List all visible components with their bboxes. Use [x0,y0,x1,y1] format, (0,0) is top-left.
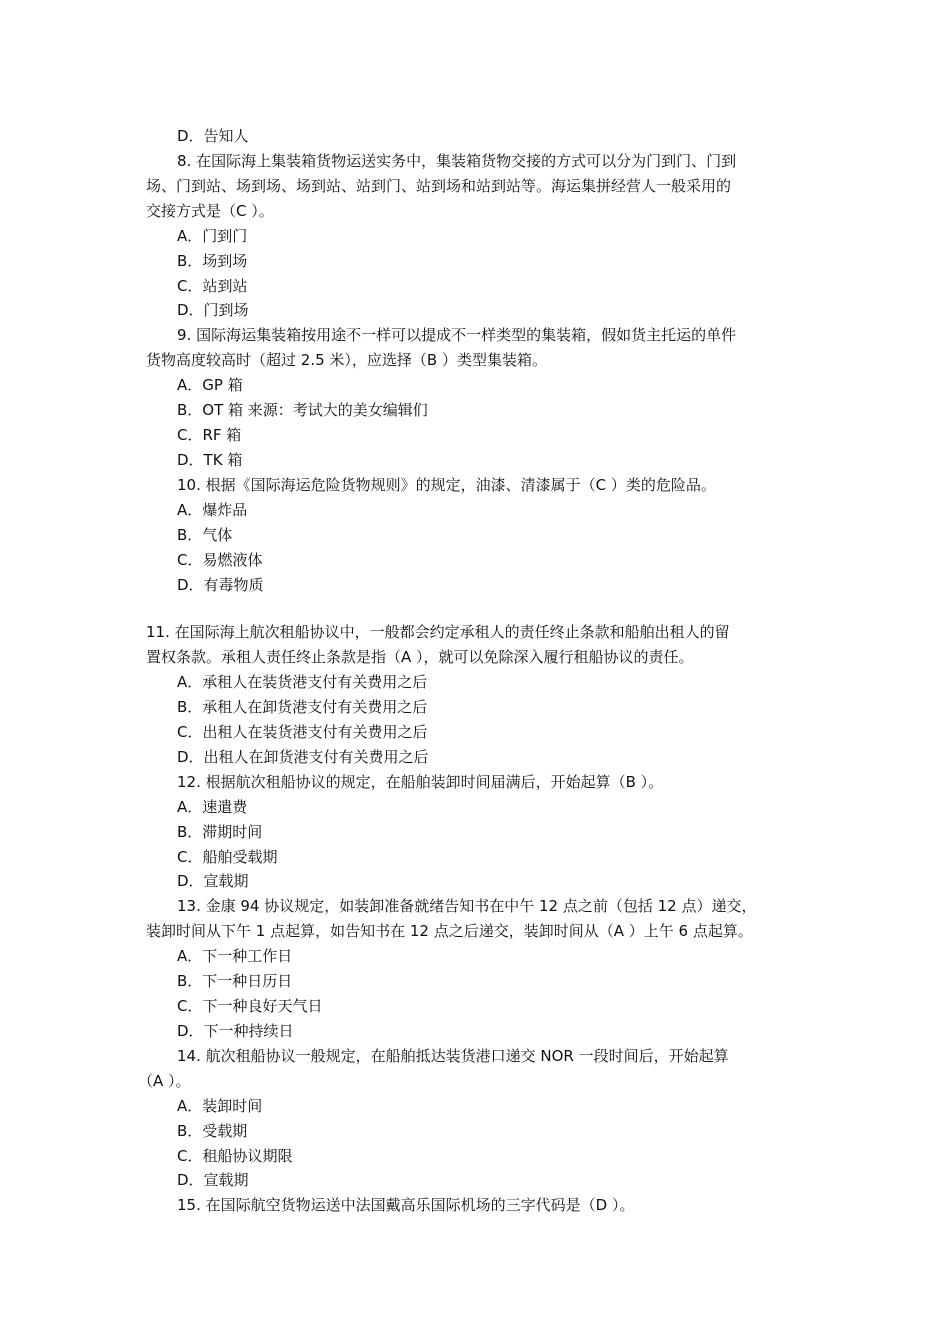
question-8: 8. 在国际海上集装箱货物运送实务中，集装箱货物交接的方式可以分为门到门、门到 [177,152,737,170]
option-c-q9: C．RF 箱 [177,426,242,444]
option-d-q13: D．下一种持续日 [177,1022,294,1040]
option-c-q10: C．易燃液体 [177,551,263,569]
option-d-q8: D．门到场 [177,301,249,319]
option-d-q9: D．TK 箱 [177,451,243,469]
question-13: 13. 金康 94 协议规定，如装卸准备就绪告知书在中午 12 点之前（包括 12 点）递交， [177,897,757,915]
option-d-q7: D．告知人 [177,127,249,145]
question-14: 14. 航次租船协议一般规定，在船舶抵达装货港口递交 NOR 一段时间后，开始起算 [177,1047,729,1065]
option-c-q12: C．船舶受载期 [177,848,278,866]
option-b-q13: B．下一种日历日 [177,972,293,990]
option-c-q13: C．下一种良好天气日 [177,997,323,1015]
option-d-q12: D．宣载期 [177,872,249,890]
option-a-q12: A．速遣费 [177,798,248,816]
question-8-cont-2: 交接方式是（C ）。 [146,202,274,220]
option-a-q10: A．爆炸品 [177,501,248,519]
option-b-q11: B．承租人在卸货港支付有关费用之后 [177,698,428,716]
question-8-cont-1: 场、门到站、场到场、场到站、站到门、站到场和站到站等。海运集拼经营人一般采用的 [146,177,732,195]
question-12: 12. 根据航次租船协议的规定，在船舶装卸时间届满后，开始起算（B ）。 [177,773,664,791]
question-11: 11. 在国际海上航次租船协议中，一般都会约定承租人的责任终止条款和船舶出租人的留 [146,623,730,641]
option-a-q14: A．装卸时间 [177,1097,263,1115]
option-b-q10: B．气体 [177,526,233,544]
option-a-q13: A．下一种工作日 [177,947,293,965]
option-a-q8: A．门到门 [177,227,248,245]
question-15: 15. 在国际航空货物运送中法国戴高乐国际机场的三字代码是（D ）。 [177,1196,635,1214]
question-14-cont: （A ）。 [138,1072,191,1090]
option-d-q14: D．宣载期 [177,1171,249,1189]
question-13-cont: 装卸时间从下午 1 点起算，如告知书在 12 点之后递交，装卸时间从（A ）上午 6 点起算。 [146,922,753,940]
option-c-q11: C．出租人在装货港支付有关费用之后 [177,723,428,741]
option-b-q8: B．场到场 [177,252,248,270]
option-b-q14: B．受载期 [177,1122,248,1140]
option-a-q11: A．承租人在装货港支付有关费用之后 [177,673,428,691]
option-b-q12: B．滞期时间 [177,823,263,841]
option-c-q14: C．租船协议期限 [177,1147,293,1165]
question-9-cont: 货物高度较高时（超过 2.5 米），应选择（B ）类型集装箱。 [146,351,547,369]
option-a-q9: A．GP 箱 [177,376,243,394]
option-d-q10: D．有毒物质 [177,576,264,594]
option-c-q8: C．站到站 [177,277,248,295]
question-11-cont: 置权条款。承租人责任终止条款是指（A ），就可以免除深入履行租船协议的责任。 [146,648,694,666]
question-10: 10. 根据《国际海运危险货物规则》的规定，油漆、清漆属于（C ）类的危险品。 [177,476,716,494]
option-d-q11: D．出租人在卸货港支付有关费用之后 [177,748,429,766]
option-b-q9: B．OT 箱 来源：考试大的美女编辑们 [177,401,428,419]
question-9: 9. 国际海运集装箱按用途不一样可以提成不一样类型的集装箱，假如货主托运的单件 [177,326,737,344]
